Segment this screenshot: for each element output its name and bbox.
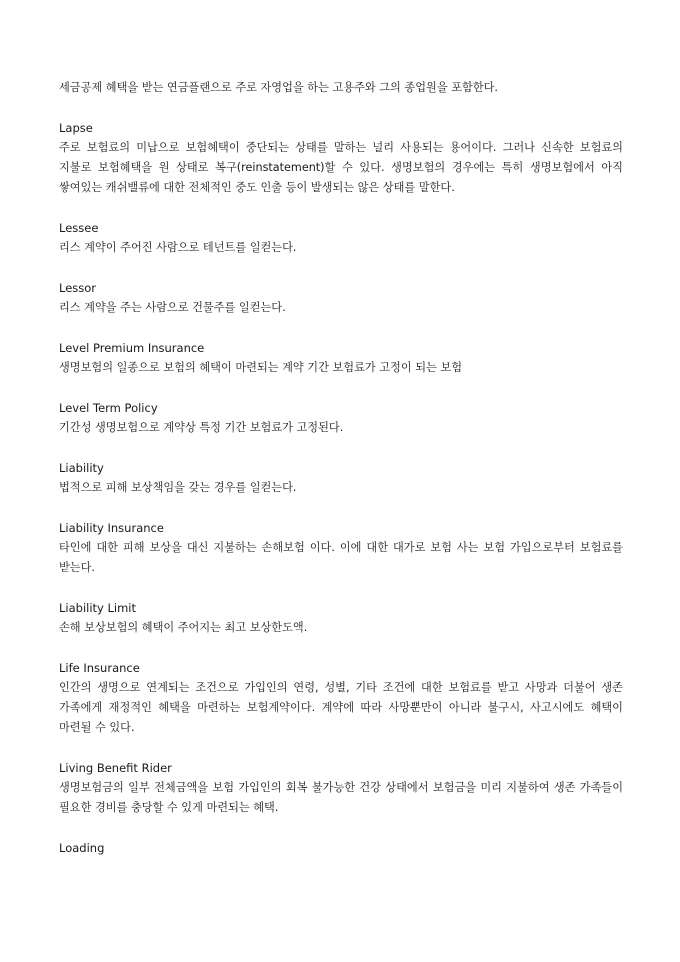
glossary-definition: 리스 계약을 주는 사람으로 건물주를 일컫는다. bbox=[59, 301, 286, 314]
glossary-term: Lessee bbox=[59, 221, 99, 235]
glossary-entry bbox=[59, 278, 623, 318]
intro-paragraph: 세금공제 혜택을 받는 연금플랜으로 주로 자영업을 하는 고용주와 그의 종업원을 포함한다. bbox=[59, 81, 498, 94]
glossary-term: Level Premium Insurance bbox=[59, 341, 205, 355]
glossary-term: Living Benefit Rider bbox=[59, 761, 172, 775]
glossary-term: Loading bbox=[59, 841, 105, 855]
glossary-term: Lessor bbox=[59, 281, 97, 295]
glossary-term: Life Insurance bbox=[59, 661, 140, 675]
glossary-definition: 리스 계약이 주어진 사람으로 테넌트를 일컫는다. bbox=[59, 241, 297, 254]
glossary-definition: 생명보험의 일종으로 보험의 혜택이 마련되는 계약 기간 보험료가 고정이 되는 보험 bbox=[59, 361, 463, 374]
glossary-entry bbox=[59, 218, 623, 258]
glossary-definition: 법적으로 피해 보상책임을 갖는 경우를 일컫는다. bbox=[59, 481, 297, 494]
glossary-definition: 손해 보상보험의 혜택이 주어지는 최고 보상한도액. bbox=[59, 621, 308, 634]
glossary-term: Level Term Policy bbox=[59, 401, 158, 415]
glossary-term: Liability Limit bbox=[59, 601, 137, 615]
glossary-entry bbox=[59, 398, 623, 438]
glossary-term: Liability Insurance bbox=[59, 521, 164, 535]
glossary-entry bbox=[59, 838, 623, 858]
glossary-entry bbox=[59, 338, 623, 378]
glossary-entry bbox=[59, 658, 623, 738]
glossary-definition: 생명보험금의 일부 전체금액을 보험 가입인의 회복 불가능한 건강 상태에서 보험금을 미리 지불하여 생존 가족들이 필요한 경비를 충당할 수 있게 마련되는 혜택. bbox=[59, 781, 623, 814]
glossary-definition: 타인에 대한 피해 보상을 대신 지불하는 손해보험 이다. 이에 대한 대가로 보험 사는 보험 가입으로부터 보험료를 받는다. bbox=[59, 541, 623, 574]
glossary-entry bbox=[59, 518, 623, 578]
glossary-term: Liability bbox=[59, 461, 104, 475]
glossary-entry bbox=[59, 758, 623, 818]
glossary-entry bbox=[59, 598, 623, 638]
glossary-list bbox=[59, 118, 623, 858]
document-page bbox=[59, 78, 623, 878]
glossary-term: Lapse bbox=[59, 121, 93, 135]
glossary-definition: 주로 보험료의 미납으로 보험혜택이 중단되는 상태를 말하는 널리 사용되는 용어이다. 그러나 신속한 보험료의 지불로 보험혜택을 원 상태로 복구(reinstatement)할 수 있다. 생명보험의 경우에는 특히 생명보험에서 아직 쌓여있는 캐쉬밸류에 대한 전체적인 중도 인출 등이 발생되는 않은 상태를 말한다. bbox=[59, 141, 623, 194]
glossary-definition: 인간의 생명으로 연계되는 조건으로 가입인의 연령, 성별, 기타 조건에 대한 보험료를 받고 사망과 더불어 생존 가족에게 재정적인 혜택을 마련하는 보험계약이다. 계약에 따라 사망뿐만이 아니라 불구시, 사고시에도 혜택이 마련될 수 있다. bbox=[59, 681, 623, 734]
glossary-definition: 기간성 생명보험으로 계약상 특정 기간 보험료가 고정된다. bbox=[59, 421, 344, 434]
glossary-entry bbox=[59, 118, 623, 198]
glossary-entry bbox=[59, 458, 623, 498]
